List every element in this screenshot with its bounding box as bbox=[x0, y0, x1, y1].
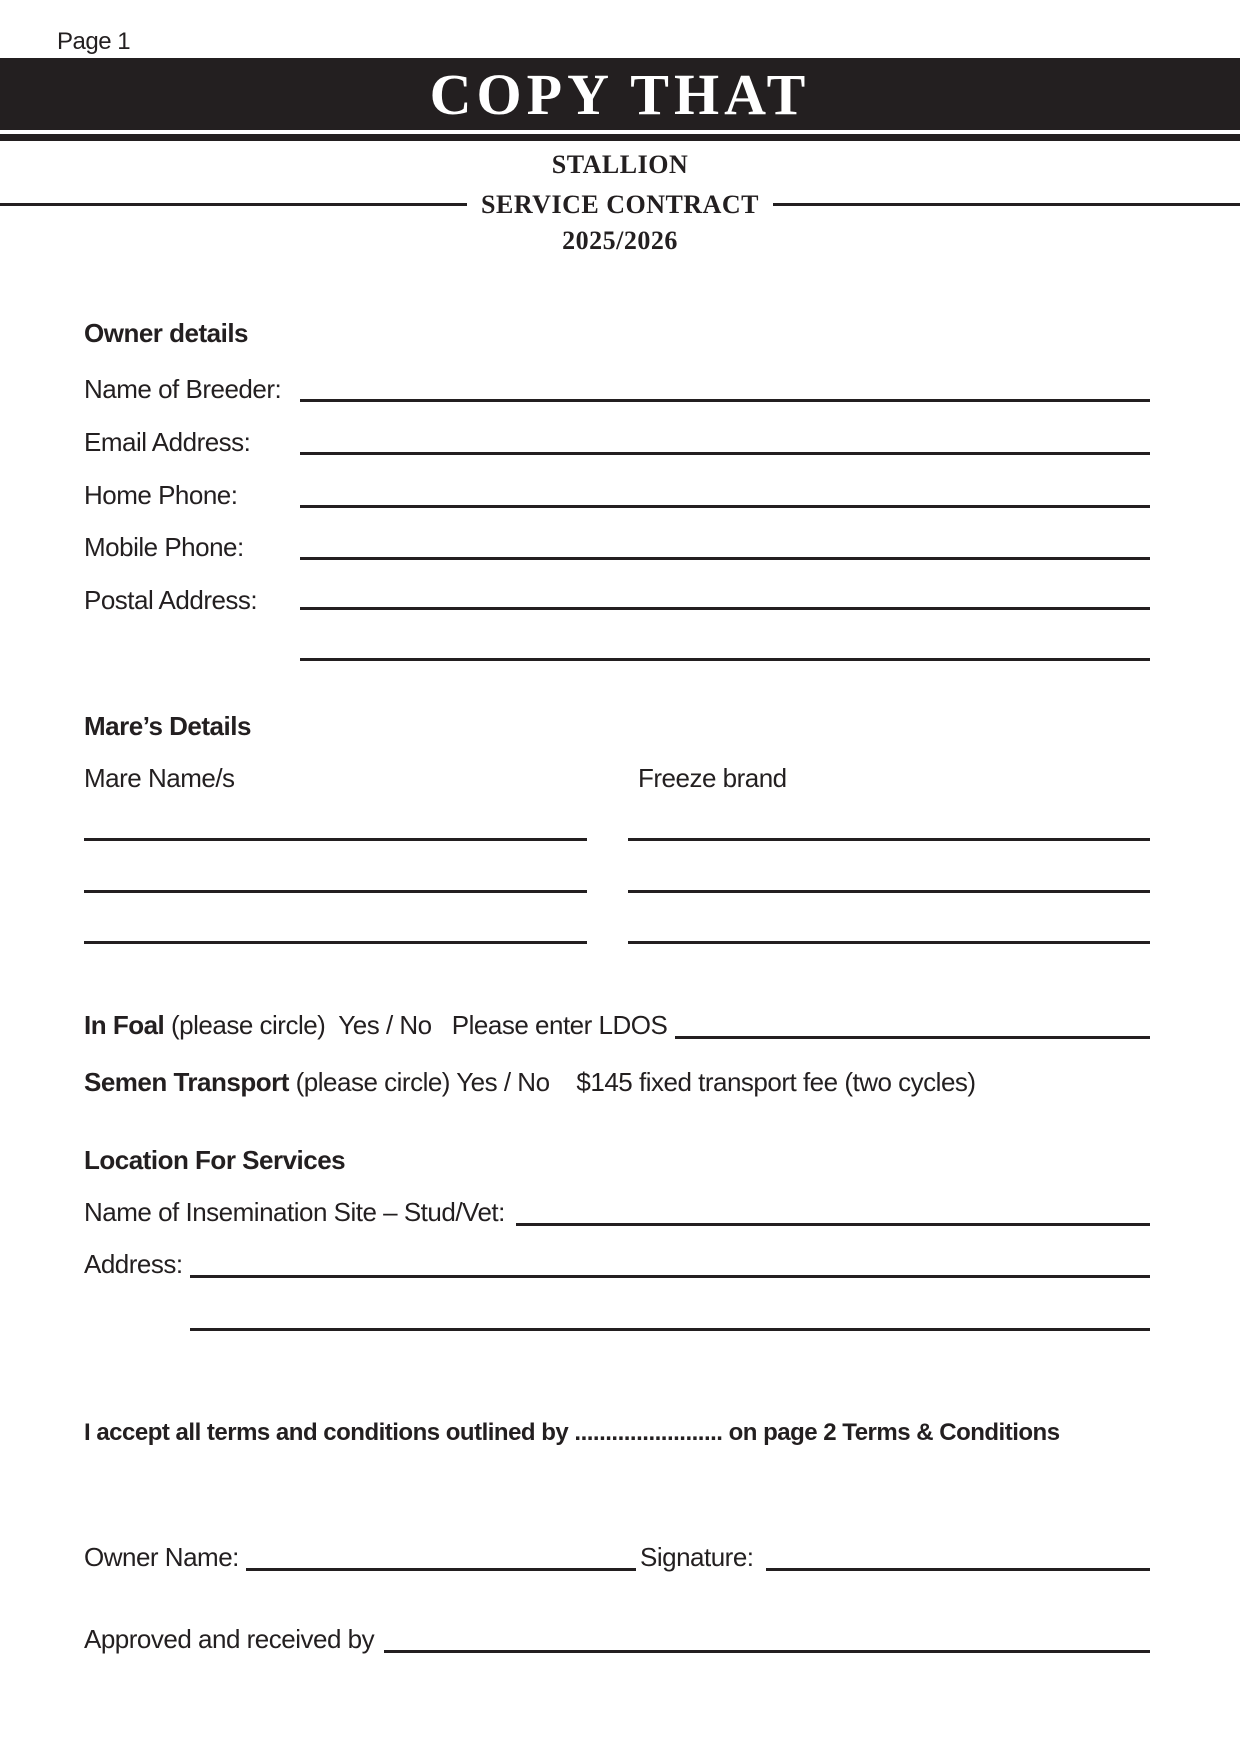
insemination-site-line[interactable] bbox=[516, 1223, 1150, 1226]
address-line-2[interactable] bbox=[190, 1328, 1150, 1331]
in-foal-row bbox=[84, 1010, 674, 1041]
postal-address-label: Postal Address: bbox=[84, 585, 258, 615]
mare-name-line-2[interactable] bbox=[84, 890, 587, 893]
signature-label: Signature: bbox=[640, 1542, 754, 1572]
email-address-line[interactable] bbox=[300, 452, 1150, 455]
home-phone-label: Home Phone: bbox=[84, 480, 238, 510]
breeder-name-line[interactable] bbox=[300, 399, 1150, 402]
owner-name-line[interactable] bbox=[246, 1568, 636, 1571]
postal-address-line-1[interactable] bbox=[300, 607, 1150, 610]
mare-name-column-label: Mare Name/s bbox=[84, 763, 235, 793]
postal-address-line-2[interactable] bbox=[300, 658, 1150, 661]
address-label: Address: bbox=[84, 1249, 183, 1279]
freeze-brand-column-label: Freeze brand bbox=[638, 763, 787, 793]
mare-name-line-1[interactable] bbox=[84, 838, 587, 841]
subtitle-service-contract: SERVICE CONTRACT bbox=[0, 190, 1240, 220]
semen-transport-options-text: (please circle) Yes / No $145 fixed transport fee (two cycles) bbox=[288, 1067, 976, 1097]
title-banner bbox=[0, 58, 1240, 130]
semen-transport-row bbox=[84, 1067, 976, 1098]
insemination-site-label: Name of Insemination Site – Stud/Vet: bbox=[84, 1197, 505, 1227]
approved-received-line[interactable] bbox=[384, 1650, 1150, 1653]
mares-details-heading: Mare’s Details bbox=[84, 711, 251, 741]
subtitle-stallion: STALLION bbox=[551, 150, 689, 179]
freeze-brand-line-3[interactable] bbox=[628, 941, 1150, 944]
approved-received-label: Approved and received by bbox=[84, 1624, 375, 1654]
owner-name-label: Owner Name: bbox=[84, 1542, 239, 1572]
owner-details-heading: Owner details bbox=[84, 318, 248, 348]
in-foal-options-text: (please circle) Yes / No Please enter LDOS bbox=[164, 1010, 675, 1040]
address-line-1[interactable] bbox=[190, 1275, 1150, 1278]
terms-acceptance-statement: I accept all terms and conditions outlined by ........................ on page 2 Terms & Conditions bbox=[84, 1419, 1060, 1446]
mobile-phone-label: Mobile Phone: bbox=[84, 532, 244, 562]
in-foal-label: In Foal bbox=[84, 1010, 165, 1040]
header-divider-rule bbox=[0, 134, 1240, 141]
mare-name-line-3[interactable] bbox=[84, 941, 587, 944]
page-number-label: Page 1 bbox=[57, 28, 131, 55]
semen-transport-label: Semen Transport bbox=[84, 1067, 289, 1097]
mobile-phone-line[interactable] bbox=[300, 557, 1150, 560]
freeze-brand-line-1[interactable] bbox=[628, 838, 1150, 841]
breeder-name-label: Name of Breeder: bbox=[84, 374, 282, 404]
subtitle-service-contract-row bbox=[0, 190, 1240, 224]
signature-line[interactable] bbox=[766, 1568, 1150, 1571]
ldos-line[interactable] bbox=[675, 1036, 1150, 1039]
season-label: 2025/2026 bbox=[562, 226, 678, 255]
stallion-name-title: COPY THAT bbox=[429, 61, 811, 127]
freeze-brand-line-2[interactable] bbox=[628, 890, 1150, 893]
email-address-label: Email Address: bbox=[84, 427, 251, 457]
location-for-services-heading: Location For Services bbox=[84, 1145, 346, 1175]
home-phone-line[interactable] bbox=[300, 505, 1150, 508]
